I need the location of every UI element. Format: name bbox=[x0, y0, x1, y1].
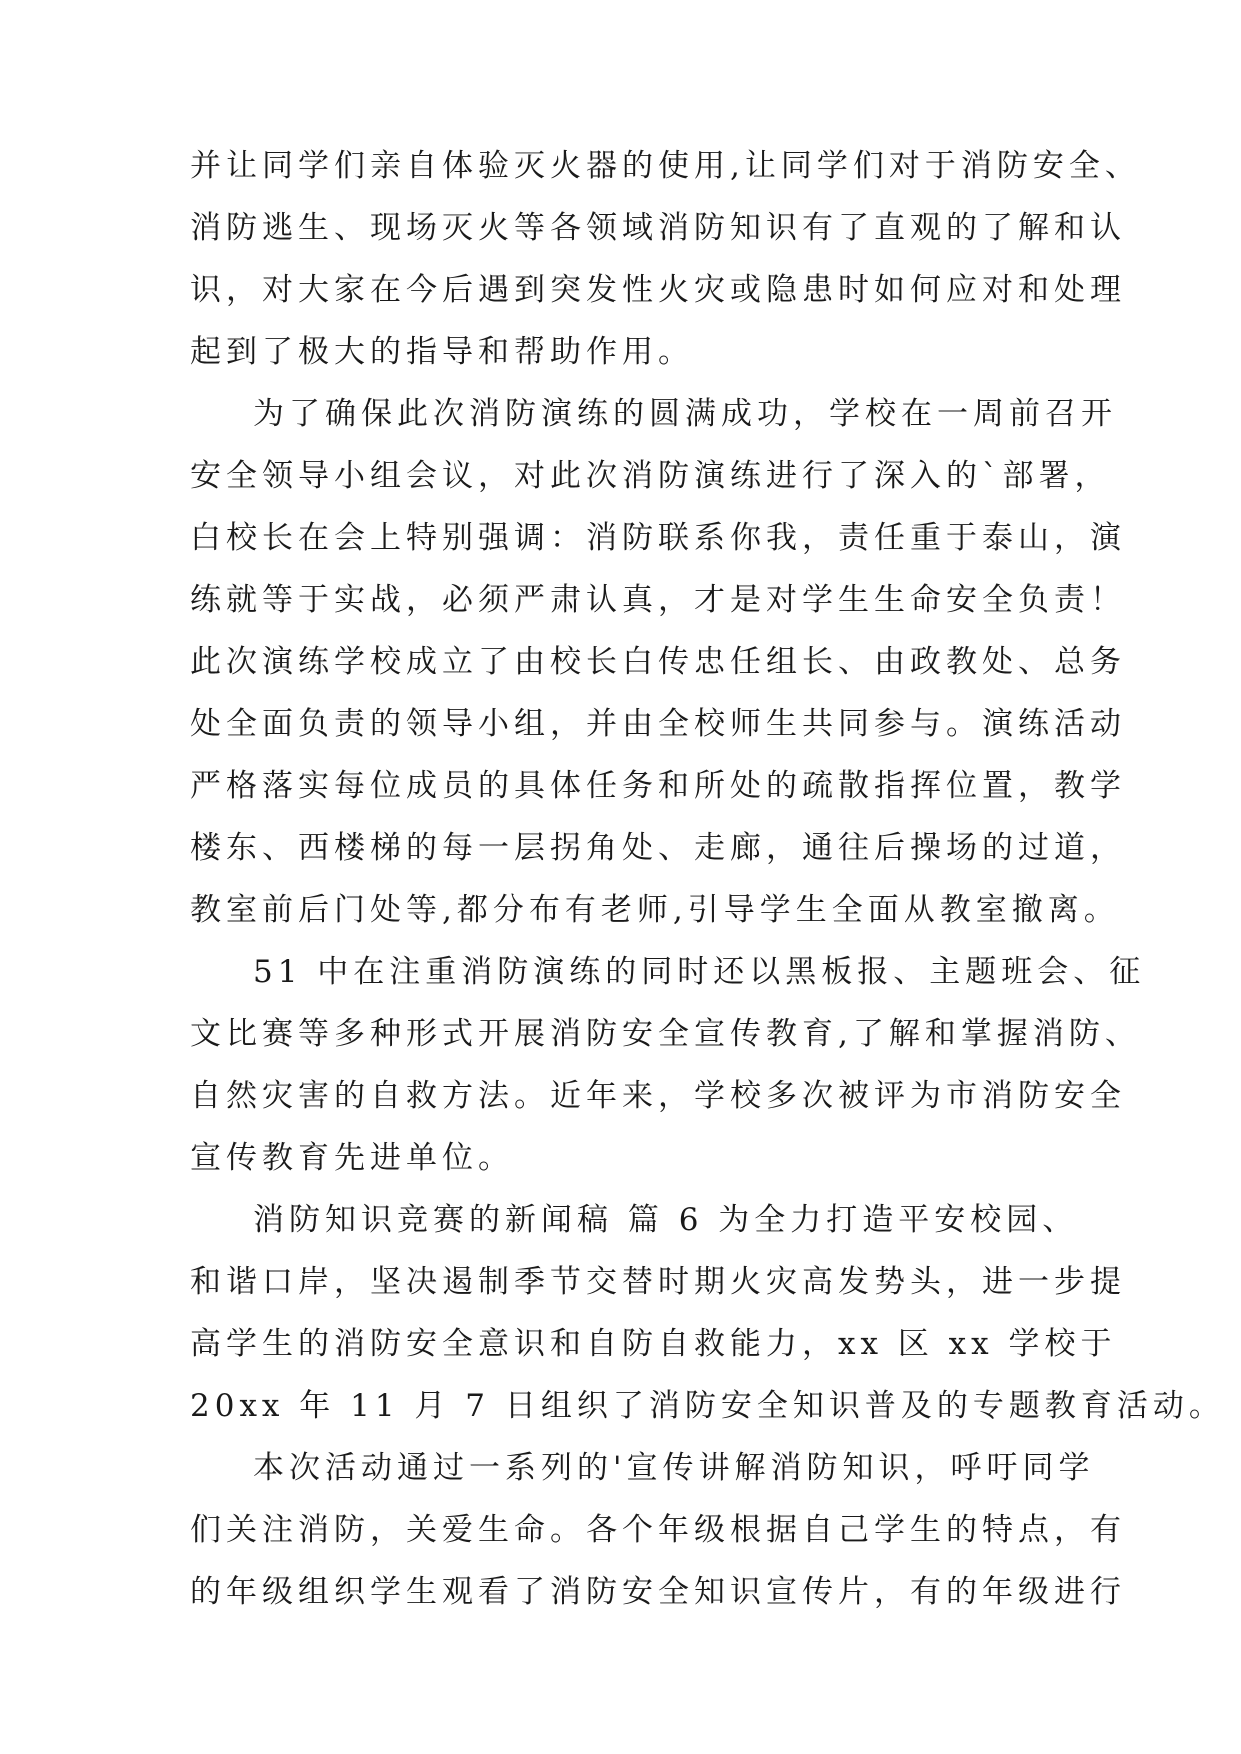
text-line: 严格落实每位成员的具体任务和所处的疏散指挥位置，教学 bbox=[190, 768, 1126, 804]
text-line: 20xx 年 11 月 7 日组织了消防安全知识普及的专题教育活动。 bbox=[190, 1388, 1225, 1424]
text-line: 消防逃生、现场灭火等各领域消防知识有了直观的了解和认 bbox=[190, 210, 1126, 246]
text-line: 和谐口岸，坚决遏制季节交替时期火灾高发势头，进一步提 bbox=[190, 1264, 1126, 1300]
paragraph-first-line: 为了确保此次消防演练的圆满成功，学校在一周前召开 bbox=[253, 396, 1117, 432]
text-line: 识，对大家在今后遇到突发性火灾或隐患时如何应对和处理 bbox=[190, 272, 1126, 308]
text-line: 安全领导小组会议，对此次消防演练进行了深入的`部署， bbox=[190, 458, 1111, 494]
text-line: 自然灾害的自救方法。近年来，学校多次被评为市消防安全 bbox=[190, 1078, 1126, 1114]
text-line: 教室前后门处等,都分布有老师,引导学生全面从教室撤离。 bbox=[190, 892, 1120, 928]
paragraph-first-line: 本次活动通过一系列的'宣传讲解消防知识，呼吁同学 bbox=[253, 1450, 1095, 1486]
text-line: 处全面负责的领导小组，并由全校师生共同参与。演练活动 bbox=[190, 706, 1126, 742]
text-line: 并让同学们亲自体验灭火器的使用,让同学们对于消防安全、 bbox=[190, 148, 1141, 184]
text-line: 高学生的消防安全意识和自防自救能力，xx 区 xx 学校于 bbox=[190, 1326, 1117, 1362]
paragraph-first-line: 51 中在注重消防演练的同时还以黑板报、主题班会、征 bbox=[253, 954, 1146, 990]
text-line: 文比赛等多种形式开展消防安全宣传教育,了解和掌握消防、 bbox=[190, 1016, 1141, 1052]
section-heading-line: 消防知识竞赛的新闻稿 篇 6 为全力打造平安校园、 bbox=[253, 1202, 1079, 1238]
text-line: 的年级组织学生观看了消防安全知识宣传片，有的年级进行 bbox=[190, 1574, 1126, 1610]
text-line: 起到了极大的指导和帮助作用。 bbox=[190, 334, 694, 370]
text-line: 白校长在会上特别强调：消防联系你我，责任重于泰山，演 bbox=[190, 520, 1126, 556]
text-line: 们关注消防，关爱生命。各个年级根据自己学生的特点，有 bbox=[190, 1512, 1126, 1548]
text-line: 练就等于实战，必须严肃认真，才是对学生生命安全负责！ bbox=[190, 582, 1126, 618]
text-line: 此次演练学校成立了由校长白传忠任组长、由政教处、总务 bbox=[190, 644, 1126, 680]
text-line: 楼东、西楼梯的每一层拐角处、走廊，通往后操场的过道， bbox=[190, 830, 1126, 866]
text-line: 宣传教育先进单位。 bbox=[190, 1140, 514, 1176]
